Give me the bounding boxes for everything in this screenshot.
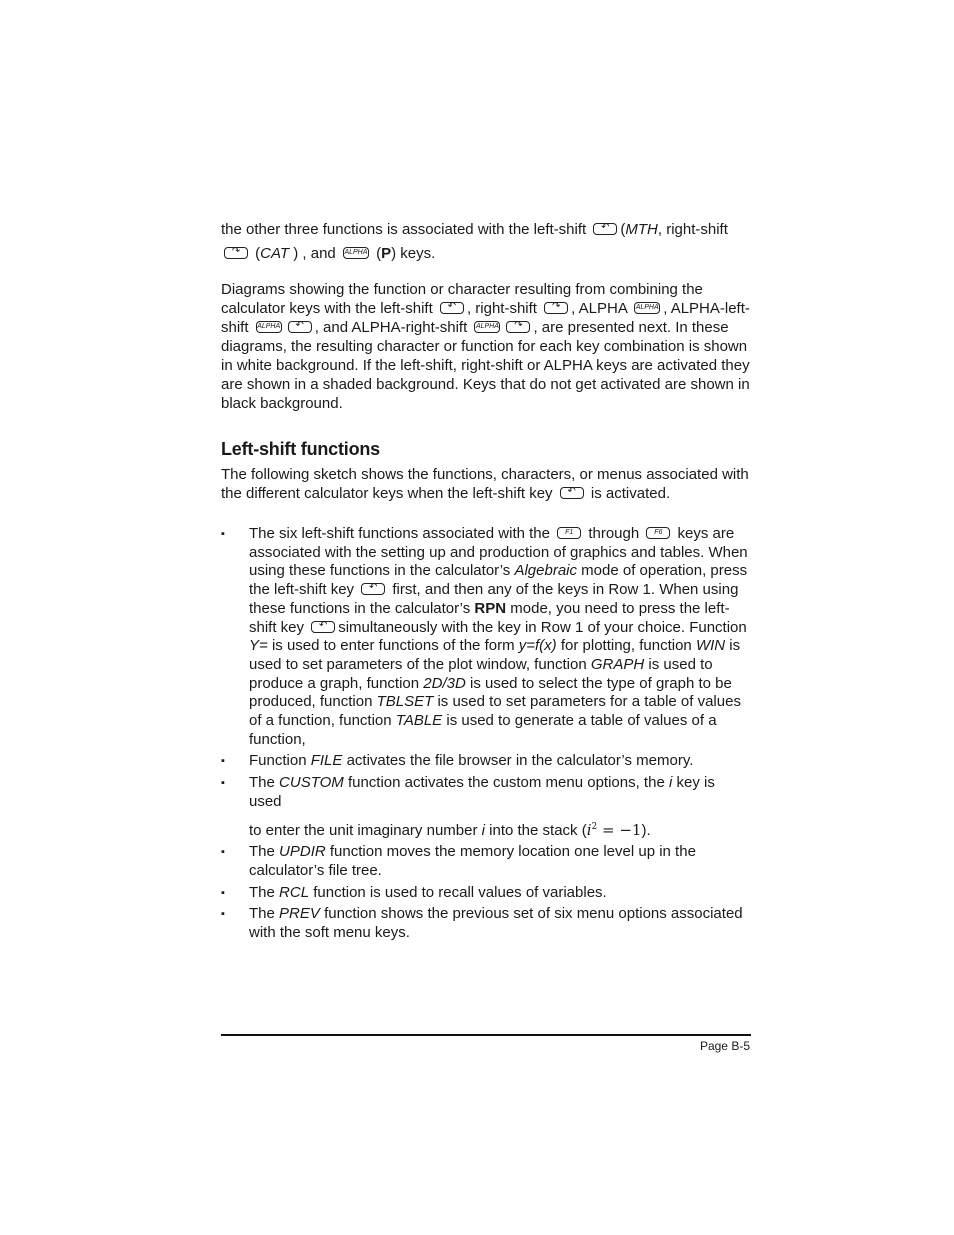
left-shift-key-icon: ↶ [560, 487, 584, 499]
list-item: ▪ Function FILE activates the file browser in the calculator’s memory. [221, 752, 751, 771]
list-item: ▪ The RCL function is used to recall values of variables. [221, 884, 751, 903]
text: Diagrams showing the function or character resulting from combining the calculator keys with the left-shift [221, 281, 703, 317]
p-label: P [381, 245, 392, 262]
section-intro [221, 465, 751, 503]
f1-key-icon: F1 [557, 527, 581, 539]
alpha-key-icon: ALPHA [634, 302, 660, 314]
cat-label: CAT [260, 245, 290, 262]
page-number: Page B-5 [699, 1039, 750, 1053]
text: , are presented next. In these diagrams, the resulting character or function for each key combination is shown in white background. If the left-shift, right-shift or ALPHA keys are activated they are shown in a shaded background. Keys that do not get activated are shown in black background. [221, 319, 750, 412]
left-shift-key-icon: ↶ [311, 621, 335, 633]
text: , and ALPHA-right-shift [314, 319, 468, 336]
mth-label: MTH [625, 221, 658, 238]
text: , ALPHA-left-shift [221, 300, 750, 336]
text: , right-shift [466, 300, 537, 317]
right-shift-key-icon: ↷ [224, 247, 248, 259]
intro-paragraph: the other three functions is associated with the left-shift ↶ (MTH, right-shift ↷ (CAT ) , and ALPHA (P) keys. [221, 221, 728, 262]
text: ) , and [293, 245, 336, 262]
list-item: ▪ The PREV function shows the previous set of six menu options associated with the soft menu keys. [221, 905, 751, 942]
section-heading: Left-shift functions [221, 439, 380, 459]
list-item: ▪ The six left-shift functions associated with the F1 through F6 keys are associated with the setting up and production of graphics and tables. When using these functions in the calculator’s Algebraic mode of operation, press the left-shift key ↶ first, and then any of the keys in Row 1. When using these functions in the calculator’s RPN mode, you need to press the left-shift key ↶ simultaneously with the key in Row 1 of your choice. Function Y= is used to enter functions of the form y=f(x) for plotting, function WIN is used to set parameters of the plot window, function GRAPH is used to produce a graph, function 2D/3D is used to select the type of graph to be produced, function TBLSET is used to set parameters for a table of values of a function, function TABLE is used to generate a table of values of a function, [221, 525, 751, 749]
text: The following sketch shows the functions, characters, or menus associated with the different calculator keys when the left-shift key [221, 466, 749, 502]
bullet-list [221, 525, 751, 943]
list-item: ▪ The CUSTOM function activates the custom menu options, the i key is used to enter the unit imaginary number i into the stack $(i^2 = -1)$. [221, 774, 751, 840]
alpha-key-icon: ALPHA [474, 321, 500, 333]
left-shift-key-icon: ↶ [440, 302, 464, 314]
f6-key-icon: F6 [646, 527, 670, 539]
list-item: ▪ The UPDIR function moves the memory location one level up in the calculator’s file tree. [221, 843, 751, 880]
text: , right-shift [657, 221, 728, 238]
right-shift-key-icon: ↷ [544, 302, 568, 314]
left-shift-key-icon: ↶ [593, 223, 617, 235]
text: the other three functions is associated with the left-shift [221, 221, 587, 238]
footer-rule [221, 1034, 751, 1036]
text: ) keys. [391, 245, 436, 262]
alpha-key-icon: ALPHA [256, 321, 282, 333]
text: , ALPHA [571, 300, 628, 317]
left-shift-key-icon: ↶ [361, 583, 385, 595]
left-shift-key-icon: ↶ [288, 321, 312, 333]
diagrams-paragraph [221, 280, 751, 413]
imaginary-equation: $i^2 = -1$ [586, 820, 642, 839]
alpha-key-icon: ALPHA [343, 247, 369, 259]
page-content [221, 220, 751, 946]
text: is activated. [590, 485, 671, 502]
right-shift-key-icon: ↷ [506, 321, 530, 333]
